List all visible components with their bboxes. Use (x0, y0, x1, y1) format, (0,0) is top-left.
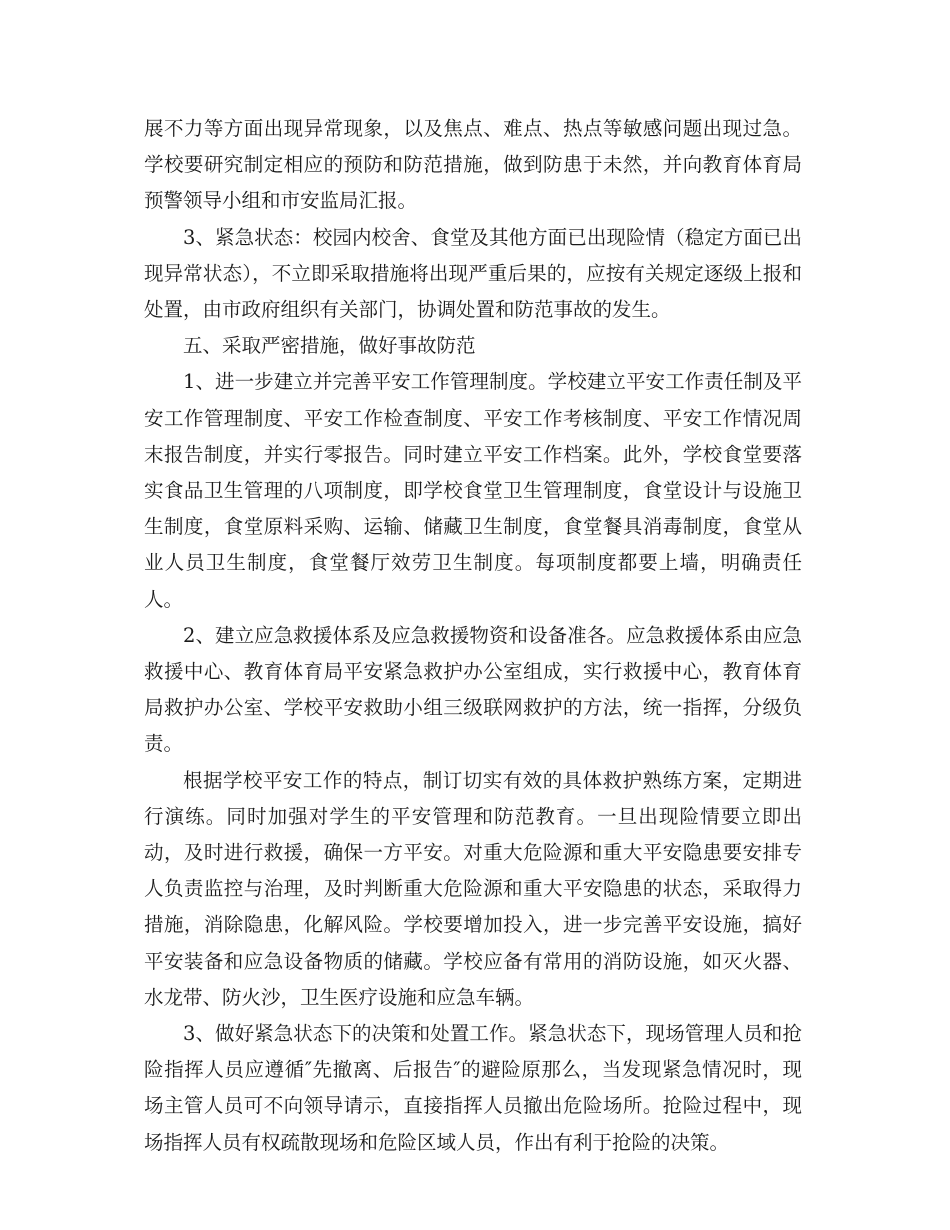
paragraph-continuation: 展不力等方面出现异常现象，以及焦点、难点、热点等敏感问题出现过急。学校要研究制定相应的预防和防范措施，做到防患于未然，并向教育体育局预警领导小组和市安监局汇报。 (144, 117, 802, 213)
paragraph-rescue-system: 2、建立应急救援体系及应急救援物资和设备准各。应急救援体系由应急救援中心、教育体育局平安紧急救护办公室组成，实行救援中心，教育体育局救护办公室、学校平安救助小组三级联网救护的方法，统一指挥，分级负责。 (144, 623, 802, 756)
paragraph-decision-handling: 3、做好紧急状态下的决策和处置工作。紧急状态下，现场管理人员和抢险指挥人员应遵循″先撤离、后报告″的避险原那么，当发现紧急情况时，现场主管人员可不向领导请示，直接指挥人员撤出危险场所。抢险过程中，现场指挥人员有权疏散现场和危险区域人员，作出有利于抢险的决策。 (144, 1022, 802, 1154)
document-body (144, 111, 802, 1161)
paragraph-rescue-plan: 根据学校平安工作的特点，制订切实有效的具体救护熟练方案，定期进行演练。同时加强对学生的平安管理和防范教育。一旦出现险情要立即出动，及时进行救援，确保一方平安。对重大危险源和重大平安隐患要安排专人负责监控与治理，及时判断重大危险源和重大平安隐患的状态，采取得力措施，消除隐患，化解风险。学校要增加投入，进一步完善平安设施，搞好平安装备和应急设备物质的储藏。学校应备有常用的消防设施，如灭火器、水龙带、防火沙，卫生医疗设施和应急车辆。 (144, 768, 802, 1009)
paragraph-emergency-state: 3、紧急状态：校园内校舍、食堂及其他方面已出现险情（稳定方面已出现异常状态），不立即采取措施将出现严重后果的，应按有关规定逐级上报和处置，由市政府组织有关部门，协调处置和防范事故的发生。 (144, 225, 802, 322)
paragraph-management-system: 1、进一步建立并完善平安工作管理制度。学校建立平安工作责任制及平安工作管理制度、平安工作检查制度、平安工作考核制度、平安工作情况周末报告制度，并实行零报告。同时建立平安工作档案。此外，学校食堂要落实食品卫生管理的八项制度，即学校食堂卫生管理制度，食堂设计与设施卫生制度，食堂原料采购、运输、储藏卫生制度，食堂餐具消毒制度，食堂从业人员卫生制度，食堂餐厅效劳卫生制度。每项制度都要上墙，明确责任人。 (144, 370, 802, 611)
section-heading: 五、采取严密措施，做好事故防范 (183, 334, 476, 358)
